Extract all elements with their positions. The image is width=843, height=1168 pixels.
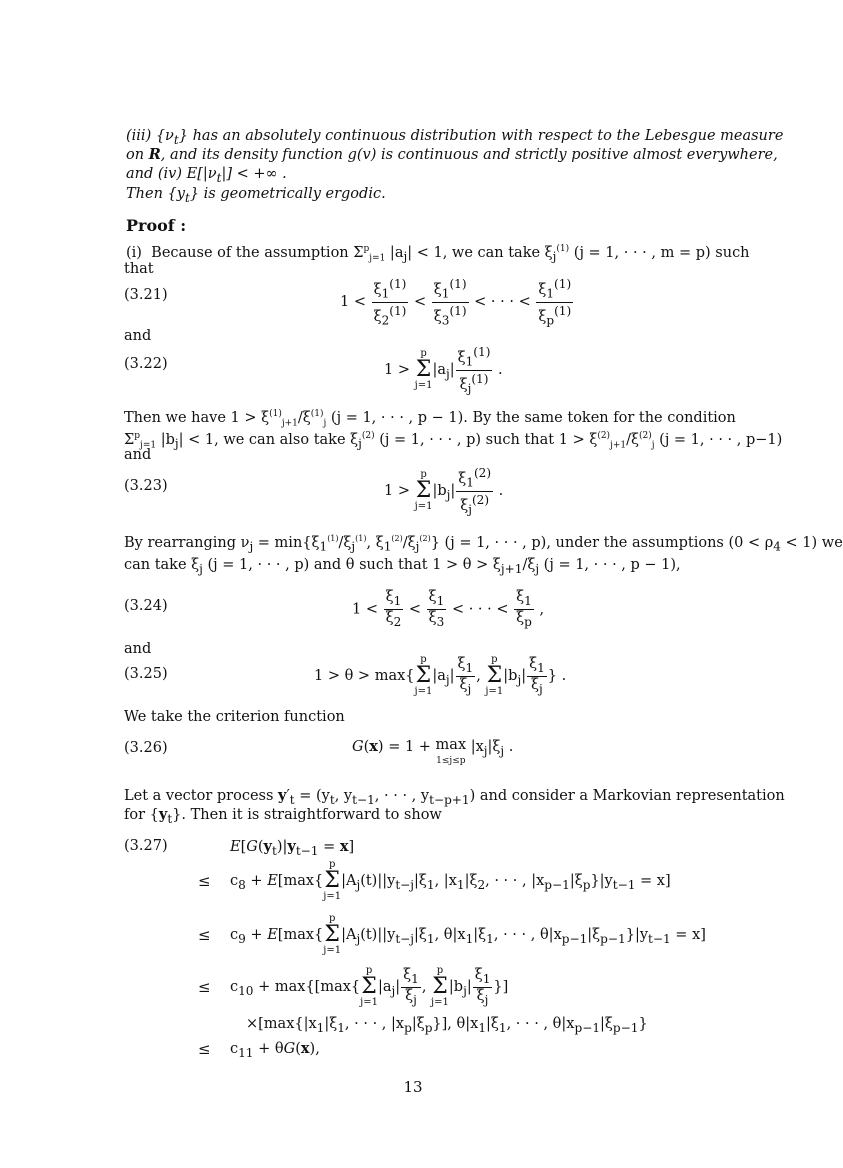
page-number: 13 [403, 1078, 423, 1096]
and-1: and [124, 328, 152, 344]
equation-number-3-23: (3.23) [124, 478, 168, 494]
theorem-line-4: Then $\{y_t\}$ is geometrically ergodic. [126, 186, 386, 205]
proof-paragraph-2: Then we have $1 > \xi^{(1)}_{j+1}/\xi^{(1)}_j$ (j = 1, · · · , p − 1). By the same token for the condition [124, 409, 736, 429]
leq-4: ≤ [198, 1040, 211, 1058]
equation-number-3-27: (3.27) [124, 838, 168, 854]
leq-3: ≤ [198, 978, 211, 996]
proof-paragraph-3: By rearranging $\nu_j = \min\{\xi_1^{(1)}/\xi_j^{(1)}$, $\xi_1^{(2)}/\xi_j^{(2)}$} (j = 1, · · · , p), under the assumptions $(0 < \rho_4 < 1)$ we [124, 534, 843, 554]
equation-3-23: 1 > p Σ $j=1|b_j|$ $\frac{\xi_1^{(2)}}{\xi_j^{(2)}}$ . [384, 466, 504, 517]
proof-heading: Proof : [126, 216, 187, 235]
and-3: and [124, 641, 152, 657]
theorem-line-1: (iii) $\{\nu_t\}$ has an absolutely continuous distribution with respect to the Lebesgue measure [126, 128, 784, 147]
theorem-line-2: on R, and its density function g(v) is continuous and strictly positive almost everywhere, [126, 146, 778, 163]
proof-paragraph-5: Let a vector process $y'_t = (y_t$, $y_{t-1}$, · · · , $y_{t-p+1}$) and consider a Markovian representation [124, 787, 785, 807]
proof-paragraph-3b: can take $\xi_j$ (j = 1, · · · , p) and θ such that $1 > \theta > \xi_{j+1}/\xi_j$ (j = 1, · · · , p − 1), [124, 557, 681, 576]
equation-number-3-22: (3.22) [124, 356, 168, 372]
proof-paragraph-1: (i) Because of the assumption $\Sigma^p_{j=1}$ $|a_j| < 1$, we can take $\xi_j^{(1)}$ (j = 1, · · · , m = p) such [126, 244, 750, 264]
equation-3-27-row-1: $c_8 + E[\max\{p$ Σ $j=1|A_j(t)||y_{t-j}|\xi_1$, $|x_1|\xi_2$, · · · , $|x_{p-1}|\xi_p\}|y_{t-1} = x$] [230, 859, 671, 902]
equation-3-22: 1 > p Σ $j=1|a_j|$ $\frac{\xi_1^{(1)}}{\xi_j^{(1)}}$ . [384, 345, 503, 396]
equation-3-24: 1 < $\frac{\xi_1}{\xi_2}$ < $\frac{\xi_1}{\xi_3}$ < · · · < $\frac{\xi_1}{\xi_p}$ , [352, 589, 545, 629]
equation-3-27-row-4: $c_{11} + \theta G(x)$, [230, 1040, 320, 1060]
equation-3-27-lhs: $E[G(y_t)|y_{t-1} = x]$ [230, 838, 355, 858]
theorem-line-3: and (iv) $E[|\nu_t|]$ < +∞ . [126, 166, 287, 185]
equation-3-27-row-3b: $\times[\max\{|x_1|\xi_1$, · · · , $|x_p|\xi_p$}], $\theta|x_1|\xi_1$, · · · , $\theta|x_{p-1}|\xi_{p-1}$} [246, 1016, 648, 1035]
equation-3-27-row-2: $c_9 + E[\max\{p$ Σ $j=1|A_j(t)||y_{t-j}|\xi_1$, $\theta|x_1|\xi_1$, · · · , $\theta|x_{p-1}|\xi_{p-1}\}|y_{t-1} = x$] [230, 913, 706, 956]
equation-3-21: 1 < $\frac{\xi_1^{(1)}}{\xi_2^{(1)}}$ < $\frac{\xi_1^{(1)}}{\xi_3^{(1)}}$ < · · · < $\frac{\xi_1^{(1)}}{\xi_p^{(1)}}$ [340, 277, 572, 328]
and-2: and [124, 447, 152, 463]
equation-number-3-24: (3.24) [124, 598, 168, 614]
proof-paragraph-5b: for $\{y_t\}$. Then it is straightforward to show [124, 806, 442, 826]
equation-3-26: G(x) = 1 + max 1≤j≤p $|x_j|\xi_j$ . [352, 737, 514, 766]
equation-3-25: 1 > θ > max{p Σ $j=1|a_j|$ $\frac{\xi_1}{\xi_j}$ , p Σ $j=1|b_j|$ $\frac{\xi_1}{\xi_j}$ } . [314, 654, 567, 697]
proof-paragraph-4: We take the criterion function [124, 709, 345, 725]
leq-1: ≤ [198, 872, 211, 890]
equation-number-3-26: (3.26) [124, 740, 168, 756]
proof-paragraph-1b: that [124, 261, 154, 277]
leq-2: ≤ [198, 926, 211, 944]
equation-number-3-25: (3.25) [124, 666, 168, 682]
equation-3-27-row-3: $c_{10} + \max\{[\max\{p$ Σ $j=1|a_j|$ $\frac{\xi_1}{\xi_j}$ , p Σ $j=1|b_j|$ $\frac{\xi_1}{\xi_j}$ }] [230, 965, 509, 1008]
equation-number-3-21: (3.21) [124, 287, 168, 303]
proof-paragraph-2b: $\Sigma^p_{j=1}$ $|b_j| < 1$, we can also take $\xi_j^{(2)}$ (j = 1, · · · , p) such that $1 > \xi^{(2)}_{j+1}/\xi^{(2)}_j$ (j = 1, · · · , p−1) [124, 431, 783, 451]
